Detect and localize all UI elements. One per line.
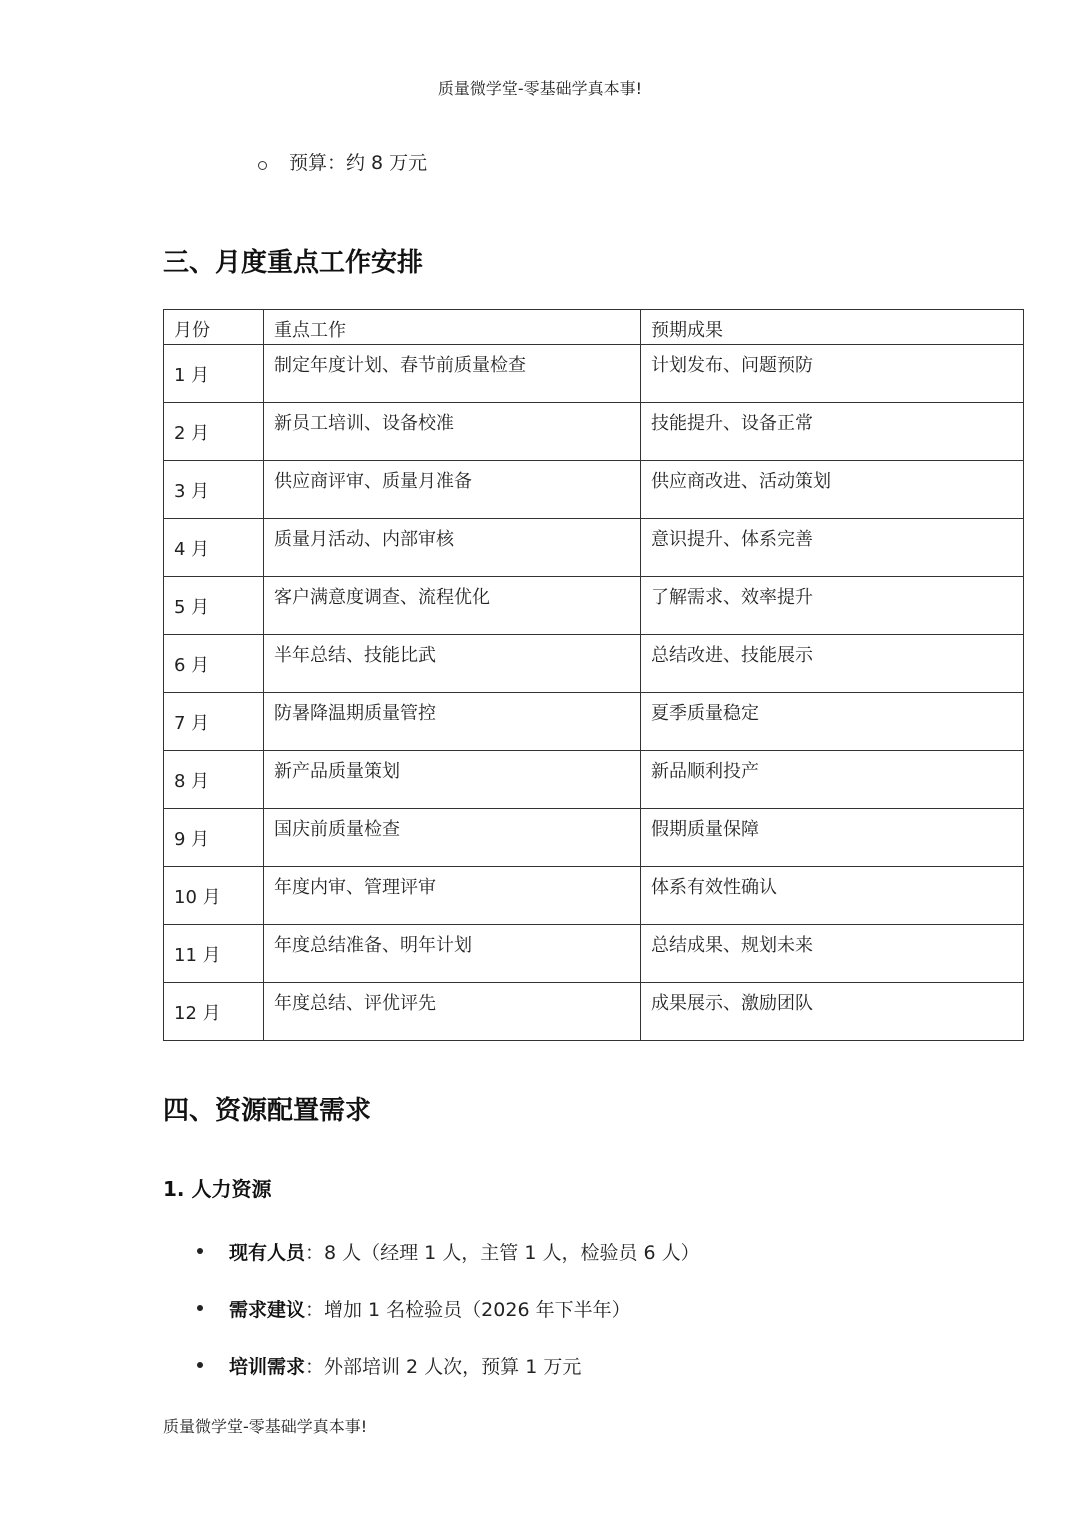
table-row xyxy=(164,577,1024,635)
cell-result: 总结成果、规划未来 xyxy=(641,925,1024,983)
column-header-work: 重点工作 xyxy=(264,310,641,345)
cell-result: 总结改进、技能展示 xyxy=(641,635,1024,693)
cell-month: 2 月 xyxy=(164,403,264,461)
cell-result: 技能提升、设备正常 xyxy=(641,403,1024,461)
cell-month: 11 月 xyxy=(164,925,264,983)
bullet-text: ：增加 1 名检验员（2026 年下半年） xyxy=(305,1299,631,1321)
cell-result: 体系有效性确认 xyxy=(641,867,1024,925)
cell-work: 防暑降温期质量管控 xyxy=(264,693,641,751)
cell-work: 年度总结准备、明年计划 xyxy=(264,925,641,983)
cell-result: 供应商改进、活动策划 xyxy=(641,461,1024,519)
bullet-label: 现有人员 xyxy=(229,1242,306,1264)
section-title-resources: 四、资源配置需求 xyxy=(163,1096,372,1126)
table-row xyxy=(164,403,1024,461)
column-header-result: 预期成果 xyxy=(641,310,1024,345)
cell-work: 半年总结、技能比武 xyxy=(264,635,641,693)
cell-result: 意识提升、体系完善 xyxy=(641,519,1024,577)
cell-month: 9 月 xyxy=(164,809,264,867)
cell-result: 了解需求、效率提升 xyxy=(641,577,1024,635)
column-header-month: 月份 xyxy=(164,310,264,345)
bullet-icon xyxy=(197,1248,203,1254)
budget-text: 预算：约 8 万元 xyxy=(289,152,428,174)
table-row xyxy=(164,635,1024,693)
table-row xyxy=(164,345,1024,403)
bullet-label: 培训需求 xyxy=(229,1356,306,1378)
cell-month: 7 月 xyxy=(164,693,264,751)
cell-work: 新员工培训、设备校准 xyxy=(264,403,641,461)
cell-month: 3 月 xyxy=(164,461,264,519)
cell-month: 10 月 xyxy=(164,867,264,925)
bullet-text: ：外部培训 2 人次，预算 1 万元 xyxy=(305,1356,582,1378)
cell-work: 新产品质量策划 xyxy=(264,751,641,809)
cell-month: 6 月 xyxy=(164,635,264,693)
cell-work: 质量月活动、内部审核 xyxy=(264,519,641,577)
bullet-text: ：8 人（经理 1 人，主管 1 人，检验员 6 人） xyxy=(305,1242,700,1264)
bullet-icon xyxy=(197,1305,203,1311)
subsection-title-hr: 1. 人力资源 xyxy=(163,1177,272,1201)
cell-month: 4 月 xyxy=(164,519,264,577)
table-row xyxy=(164,461,1024,519)
table-row xyxy=(164,693,1024,751)
table-row xyxy=(164,867,1024,925)
cell-work: 国庆前质量检查 xyxy=(264,809,641,867)
bullet-label: 需求建议 xyxy=(229,1299,306,1321)
list-item xyxy=(193,1238,700,1295)
table-row xyxy=(164,925,1024,983)
table-row xyxy=(164,751,1024,809)
budget-item xyxy=(258,148,427,175)
list-item xyxy=(193,1295,700,1352)
page-footer: 质量微学堂-零基础学真本事! xyxy=(163,1417,368,1436)
table-row xyxy=(164,519,1024,577)
cell-work: 客户满意度调查、流程优化 xyxy=(264,577,641,635)
monthly-plan-table xyxy=(163,309,1024,1041)
cell-month: 1 月 xyxy=(164,345,264,403)
section-title-monthly-plan: 三、月度重点工作安排 xyxy=(163,248,424,278)
hr-bullet-list xyxy=(193,1238,700,1409)
cell-month: 12 月 xyxy=(164,983,264,1041)
cell-result: 成果展示、激励团队 xyxy=(641,983,1024,1041)
list-item xyxy=(193,1352,700,1409)
cell-work: 年度内审、管理评审 xyxy=(264,867,641,925)
cell-result: 夏季质量稳定 xyxy=(641,693,1024,751)
cell-work: 制定年度计划、春节前质量检查 xyxy=(264,345,641,403)
cell-month: 8 月 xyxy=(164,751,264,809)
cell-month: 5 月 xyxy=(164,577,264,635)
cell-work: 供应商评审、质量月准备 xyxy=(264,461,641,519)
page-header: 质量微学堂-零基础学真本事! xyxy=(437,79,643,98)
table-row xyxy=(164,809,1024,867)
table-row xyxy=(164,983,1024,1041)
table-header-row xyxy=(164,310,1024,345)
cell-result: 计划发布、问题预防 xyxy=(641,345,1024,403)
cell-result: 假期质量保障 xyxy=(641,809,1024,867)
cell-work: 年度总结、评优评先 xyxy=(264,983,641,1041)
cell-result: 新品顺利投产 xyxy=(641,751,1024,809)
hollow-bullet-icon xyxy=(258,161,267,170)
bullet-icon xyxy=(197,1362,203,1368)
